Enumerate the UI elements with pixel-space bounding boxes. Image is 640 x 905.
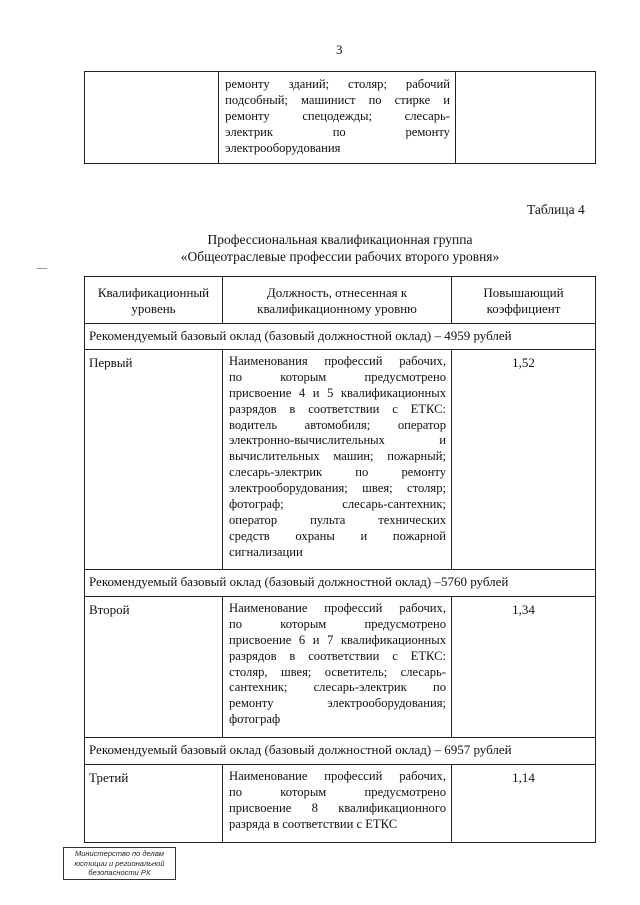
level-name: Первый bbox=[89, 355, 133, 370]
text-line: фотограф bbox=[229, 712, 281, 727]
continuation-empty-cell bbox=[85, 72, 219, 164]
text-line: сантехник; слесарь-электрик по bbox=[229, 680, 446, 695]
coefficient-value: 1,52 bbox=[512, 355, 535, 370]
text-line: ремонту спецодежды; слесарь- bbox=[225, 108, 450, 123]
header-text: квалификационному уровню bbox=[257, 301, 417, 316]
text-line: подсобный; машинист по стирке и bbox=[225, 92, 450, 107]
continuation-text-cell bbox=[219, 72, 456, 164]
level-row bbox=[85, 597, 596, 738]
text-line: разряда в соответствии с ЕТКС bbox=[229, 816, 398, 831]
text-line: ремонту зданий; столяр; рабочий bbox=[225, 77, 450, 91]
text-line: электронно-вычислительных и bbox=[229, 433, 446, 448]
text-line: по которым предусмотрено bbox=[229, 369, 446, 384]
text-line: присвоение 6 и 7 квалификационных bbox=[229, 632, 446, 647]
salary-cell bbox=[85, 570, 596, 597]
coefficient-value: 1,14 bbox=[512, 770, 535, 785]
coefficient-cell bbox=[452, 597, 596, 738]
salary-text: Рекомендуемый базовый оклад (базовый должностной оклад) – 4959 рублей bbox=[89, 328, 512, 343]
stamp-line: Министерство по делам bbox=[74, 849, 165, 858]
text-line: электрооборудования; швея; столяр; bbox=[229, 481, 446, 496]
group-title-line: Профессиональная квалификационная группа bbox=[207, 232, 473, 247]
margin-mark bbox=[37, 268, 47, 269]
text-line: ремонту электрооборудования; bbox=[229, 696, 446, 711]
header-text: Должность, отнесенная к bbox=[266, 285, 408, 300]
level-row bbox=[85, 350, 596, 570]
salary-row bbox=[85, 738, 596, 765]
salary-cell bbox=[85, 738, 596, 765]
text-line: вычислительных машин; пожарный; bbox=[229, 449, 446, 464]
group-title bbox=[84, 231, 596, 265]
level-name-cell bbox=[85, 350, 223, 570]
text-line: оператор пульта технических bbox=[229, 512, 446, 527]
text-line: разрядов в соответствии с ЕТКС: bbox=[229, 648, 446, 663]
coefficient-cell bbox=[452, 350, 596, 570]
salary-cell bbox=[85, 324, 596, 350]
text-line: сигнализации bbox=[229, 544, 303, 559]
salary-text: Рекомендуемый базовый оклад (базовый должностной оклад) –5760 рублей bbox=[89, 574, 509, 589]
text-line: Наименование профессий рабочих, bbox=[229, 601, 446, 615]
level-row bbox=[85, 765, 596, 843]
level-name: Третий bbox=[89, 770, 129, 785]
text-line: водитель автомобиля; оператор bbox=[229, 417, 446, 432]
header-text: уровень bbox=[131, 301, 176, 316]
salary-row bbox=[85, 324, 596, 350]
text-line: разрядов в соответствии с ЕТКС: bbox=[229, 401, 446, 416]
header-text: коэффициент bbox=[486, 301, 561, 316]
text-line: средств охраны и пожарной bbox=[229, 528, 446, 543]
group-title-line: «Общеотраслевые профессии рабочих второго уровня» bbox=[180, 249, 500, 264]
coefficient-cell bbox=[452, 765, 596, 843]
salary-text: Рекомендуемый базовый оклад (базовый должностной оклад) – 6957 рублей bbox=[89, 742, 512, 757]
text-line: слесарь-электрик по ремонту bbox=[229, 465, 446, 480]
header-cell bbox=[452, 277, 596, 324]
level-name-cell bbox=[85, 765, 223, 843]
salary-row bbox=[85, 570, 596, 597]
header-cell bbox=[223, 277, 452, 324]
text-line: присвоение 4 и 5 квалификационных bbox=[229, 385, 446, 400]
text-line: Наименования профессий рабочих, bbox=[229, 354, 446, 368]
level-description-cell bbox=[223, 597, 452, 738]
ministry-stamp bbox=[63, 847, 176, 880]
stamp-line: безопасности РХ bbox=[88, 868, 151, 877]
level-name-cell bbox=[85, 597, 223, 738]
level-name: Второй bbox=[89, 602, 130, 617]
text-line: фотограф; слесарь-сантехник; bbox=[229, 497, 446, 512]
text-line: столяр, швея; осветитель; слесарь- bbox=[229, 664, 446, 679]
text-line: электрооборудования bbox=[225, 140, 341, 155]
text-line: Наименование профессий рабочих, bbox=[229, 769, 446, 783]
header-cell bbox=[85, 277, 223, 324]
header-text: Повышающий bbox=[483, 285, 564, 300]
continuation-empty-cell bbox=[455, 72, 595, 164]
page-number: 3 bbox=[336, 42, 343, 57]
stamp-line: юстиции и региональной bbox=[74, 858, 165, 868]
coefficient-value: 1,34 bbox=[512, 602, 535, 617]
text-line: присвоение 8 квалификационного bbox=[229, 800, 446, 815]
text-line: по которым предусмотрено bbox=[229, 784, 446, 799]
text-line: по которым предусмотрено bbox=[229, 616, 446, 631]
level-description-cell bbox=[223, 765, 452, 843]
header-row bbox=[85, 277, 596, 324]
text-line: электрик по ремонту bbox=[225, 124, 450, 139]
qualification-table bbox=[84, 276, 596, 843]
header-text: Квалификационный bbox=[97, 285, 210, 300]
table-label: Таблица 4 bbox=[527, 202, 585, 217]
level-description-cell bbox=[223, 350, 452, 570]
continuation-table bbox=[84, 71, 596, 164]
